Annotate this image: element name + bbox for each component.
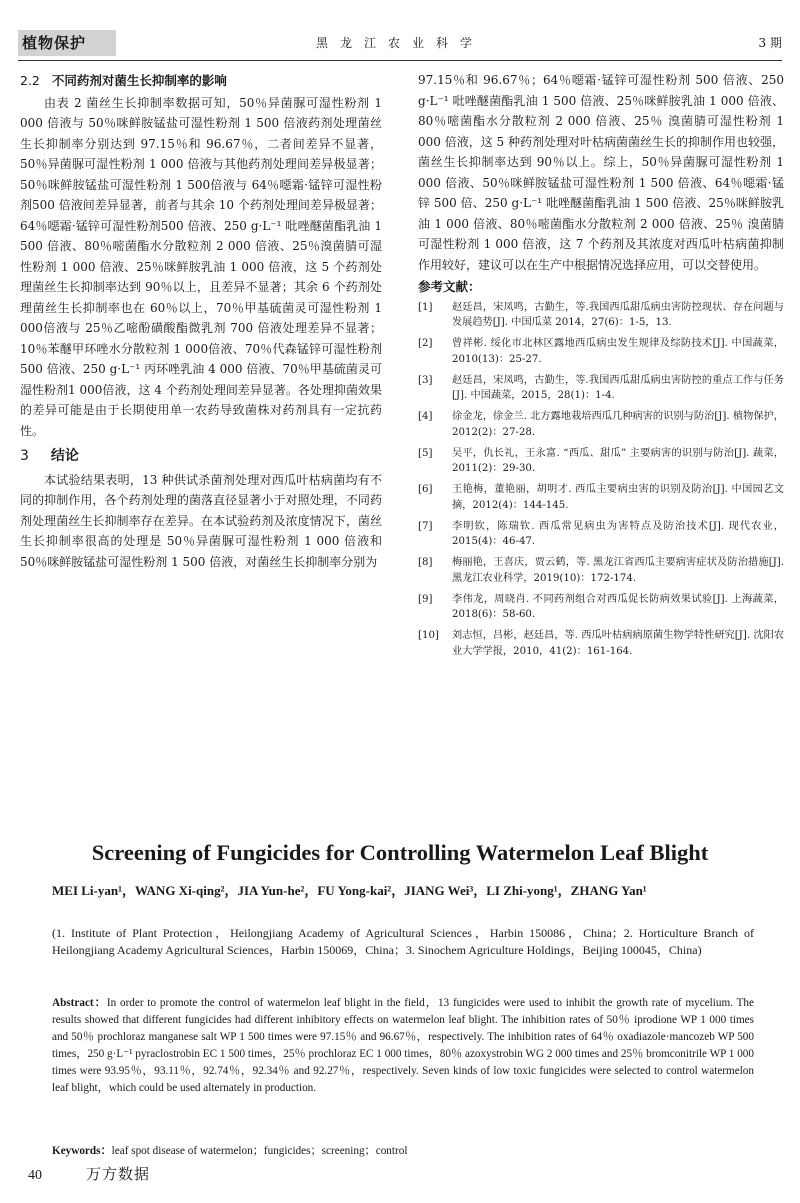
abstract-label: Abstract： bbox=[52, 997, 107, 1009]
reference-text: 刘志恒，吕彬，赵廷昌，等. 西瓜叶枯病病原菌生物学特性研究[J]. 沈阳农业大学学报，2010，41(2)：161-164. bbox=[452, 630, 784, 657]
reference-text: 李明钦，陈瑞钦. 西瓜常见病虫为害特点及防治技术[J]. 现代农业，2015(4)：46-47. bbox=[452, 520, 784, 547]
reference-item bbox=[418, 300, 784, 331]
english-affiliations: (1. Institute of Plant Protection，Heilongjiang Academy of Agricultural Sciences，Harbin 150086，China；2. Horticulture Branch of Heilongjiang Academy Agricultural Sciences，Harbin 150069，China；3. Sinochem Agriculture Holdings，Beijing 100045，China) bbox=[52, 926, 754, 957]
reference-text: 吴平，仇长礼，王永富. “西瓜、甜瓜” 主要病害的识别与防治[J]. 蔬菜，2011(2)：29-30. bbox=[452, 447, 784, 474]
english-title: Screening of Fungicides for Controlling Watermelon Leaf Blight bbox=[91, 840, 709, 865]
reference-item bbox=[418, 482, 784, 513]
references-heading: 参考文献： bbox=[418, 279, 481, 294]
journal-name: 黑龙江农业科学 bbox=[315, 36, 484, 50]
english-keywords bbox=[52, 1143, 754, 1160]
section-2-2-body: 由表 2 菌丝生长抑制率数据可知，50％异菌脲可湿性粉剂 1 000 倍液与 50％咪鲜胺锰盐可湿性粉剂 1 500 倍液药剂处理菌丝生长抑制率分别达到 97.15％和 96.67％，二者间差异不显著，50％异菌脲可湿性粉剂 1 000 倍液与其他药剂处理间差异极显著；50％咪鲜胺锰盐可湿性粉剂 1 500倍液与 64％噁霜·锰锌可湿性粉剂500 倍液间差异显著，前者与其余 10 个药剂处理间差异极显著；64％噁霜·锰锌可湿性粉剂500 倍液、250 g·L⁻¹ 吡唑醚菌酯乳油 1 500 倍液、80％嘧菌酯水分散粒剂 2 000 倍液、25％溴菌腈可湿性粉剂 1 000 倍液、25％咪鲜胺乳油 1 000 倍液，这 5 个药剂处理菌丝生长抑制率达到 90％以上，且差异不显著；其余 6 个药剂处理菌丝生长抑制率也在 60％以上，70％甲基硫菌灵可湿性粉剂 1 000倍液与 25％乙嘧酚磺酸酯微乳剂 700 倍液处理差异不显著；10％苯醚甲环唑水分散粒剂 1 000倍液、70％代森锰锌可湿性粉剂 500 倍液、250 g·L⁻¹ 丙环唑乳油 4 000 倍液、70％甲基硫菌灵可湿性粉剂1 000倍液，这 4 个药剂处理间差异显著。各处理抑菌效果的差异可能是由于长期使用单一农药导致菌株对药剂具有一定抗药性。 bbox=[20, 95, 382, 438]
reference-text: 王艳梅，董艳丽，胡明才. 西瓜主要病虫害的识别及防治[J]. 中国园艺文摘，2012(4)：144-145. bbox=[452, 484, 784, 511]
reference-item bbox=[418, 446, 784, 477]
reference-number: [2] bbox=[418, 338, 433, 349]
reference-number: [9] bbox=[418, 593, 433, 605]
reference-number: [6] bbox=[418, 484, 433, 495]
reference-text: 赵廷昌，宋凤鸣，古勤生，等.我国西瓜甜瓜病虫害防控现状、存在问题与发展趋势[J]. 中国瓜菜 2014，27(6)：1-5，13. bbox=[452, 301, 784, 328]
english-abstract bbox=[52, 995, 754, 1097]
reference-item bbox=[418, 373, 784, 404]
section-number: 2.2 bbox=[20, 73, 40, 88]
reference-number: [8] bbox=[418, 557, 433, 568]
section-2-2-heading bbox=[20, 71, 382, 92]
left-column bbox=[20, 70, 382, 572]
reference-text: 曾祥彬. 绥化市北林区露地西瓜病虫发生规律及综防技术[J]. 中国蔬菜，2010(13)：25-27. bbox=[452, 338, 784, 365]
header-rule bbox=[18, 60, 782, 61]
reference-list bbox=[418, 300, 784, 660]
issue-number: 3 期 bbox=[758, 36, 782, 50]
reference-item bbox=[418, 336, 784, 367]
section-title: 结论 bbox=[50, 448, 79, 464]
reference-text: 李伟龙，周晓肖. 不同药剂组合对西瓜促长防病效果试验[J]. 上海蔬菜，2018(6)：58-60. bbox=[452, 593, 784, 620]
section-3-heading bbox=[20, 446, 382, 467]
reference-text: 徐金龙，徐金兰. 北方露地栽培西瓜几种病害的识别与防治[J]. 植物保护，2012(2)：27-28. bbox=[452, 411, 784, 438]
reference-item bbox=[418, 592, 784, 623]
section-number: 3 bbox=[20, 448, 29, 464]
english-authors: MEI Li-yan¹，WANG Xi-qing²，JIA Yun-he²，FU Yong-kai²，JIANG Wei³，LI Zhi-yong¹，ZHANG Yan¹ bbox=[52, 883, 647, 898]
reference-number: [1] bbox=[418, 301, 433, 313]
keywords-label: Keywords： bbox=[52, 1145, 112, 1157]
reference-number: [3] bbox=[418, 374, 433, 386]
running-header bbox=[18, 30, 782, 56]
conclusion-body-part2: 97.15％和 96.67％；64％噁霜·锰锌可湿性粉剂 500 倍液、250 g·L⁻¹ 吡唑醚菌酯乳油 1 500 倍液、25％咪鲜胺乳油 1 000 倍液、80％嘧菌酯水分散粒剂 2 000 倍液、25％ 溴菌腈可湿性粉剂 1 000 倍液，这 5 种药剂处理对叶枯病菌菌丝生长的抑制作用也较强，菌丝生长抑制率达到 90％以上。综上，50％异菌脲可湿性粉剂 1 000 倍液、50％咪鲜胺锰盐可湿性粉剂 1 500 倍液、64％噁霜·锰锌 500 倍、250 g·L⁻¹ 吡唑醚菌酯乳油 1 500 倍液、25％咪鲜胺乳油 1 000 倍液、80％嘧菌酯水分散粒剂 2 000 倍液、25％ 溴菌腈可湿性粉剂 1 000 倍液，这 7 个药剂及其浓度对西瓜叶枯病菌抑制作用较好，建议可以在生产中根据情况选择应用，可以交替使用。 bbox=[418, 73, 784, 272]
reference-number: [4] bbox=[418, 411, 433, 422]
conclusion-body-part1: 本试验结果表明，13 种供试杀菌剂处理对西瓜叶枯病菌均有不同的抑制作用，各个药剂处理的菌落直径显著小于对照处理，不同药剂处理菌丝生长抑制率存在差异。在本试验药剂及浓度情况下，菌丝生长抑制率很高的处理是 50％异菌脲可湿性粉剂 1 000 倍液和 50％咪鲜胺锰盐可湿性粉剂 1 500 倍液，对菌丝生长抑制率分别为 bbox=[20, 472, 382, 569]
abstract-text: In order to promote the control of watermelon leaf blight in the field，13 fungicides were used to inhibit the growth rate of mycelium. The results showed that different fungicides had different inhibitory effects on watermelon leaf blight. The inhibition rates of 50％ iprodione WP 1 000 times and 50％ prochloraz manganese salt WP 1 500 times were 97.15％ and 96.67％，respectively. The inhibition rates of 64％ oxadiazole·mancozeb WP 500 times，250 g·L⁻¹ pyraclostrobin EC 1 500 times，25％ prochloraz EC 1 000 times，80％ azoxystrobin WG 2 000 times and 25％ bromconitrile WP 1 000 times were 93.95％，93.11％，92.74％，92.34％ and 92.27％，respectively. Seven kinds of low toxic fungicides were selected to control watermelon leaf blight，which could be used alternately in production. bbox=[52, 997, 754, 1094]
reference-number: [10] bbox=[418, 630, 439, 641]
section-title: 不同药剂对菌生长抑制率的影响 bbox=[51, 73, 227, 88]
reference-item bbox=[418, 555, 784, 586]
reference-number: [7] bbox=[418, 520, 433, 532]
page-number: 40 bbox=[28, 1168, 42, 1183]
section-tag: 植物保护 bbox=[18, 30, 116, 56]
reference-number: [5] bbox=[418, 447, 433, 459]
reference-text: 赵廷昌，宋凤鸣，古勤生，等.我国西瓜甜瓜病虫害防控的重点工作与任务[J]. 中国蔬菜，2015，28(1)：1-4. bbox=[452, 374, 784, 401]
reference-item bbox=[418, 628, 784, 659]
reference-item bbox=[418, 409, 784, 440]
reference-text: 梅丽艳，王喜庆，贾云鹤，等. 黑龙江省西瓜主要病害症状及防治措施[J]. 黑龙江农业科学，2019(10)：172-174. bbox=[452, 557, 784, 584]
keywords-text: leaf spot disease of watermelon；fungicides；screening；control bbox=[111, 1145, 408, 1157]
reference-item bbox=[418, 519, 784, 550]
right-column bbox=[418, 70, 784, 665]
watermark: 万方数据 bbox=[86, 1165, 151, 1183]
